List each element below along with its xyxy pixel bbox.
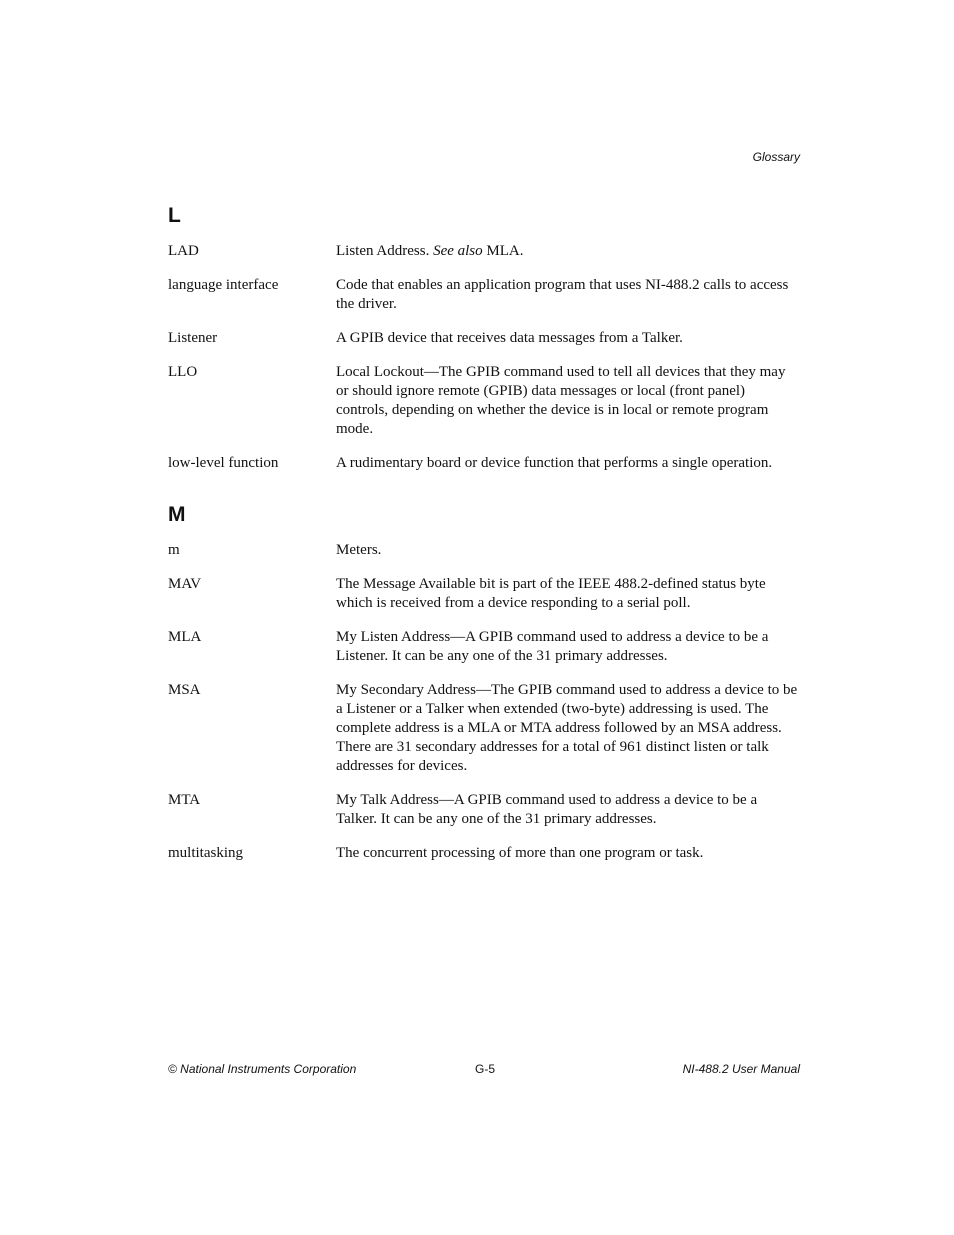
definition-text: A rudimentary board or device function that performs a single operation. [336,455,773,471]
glossary-entry [168,628,800,666]
glossary-definition [336,681,800,776]
definition-text: Listen Address. [336,243,434,259]
glossary-definition [336,454,800,473]
section-letter-m: M [168,503,186,526]
glossary-definition [336,329,800,348]
definition-text: Local Lockout—The GPIB command used to tell all devices that they may or should ignore remote (GPIB) data messages or local (front panel) controls, depending on whether the device is in local or remote program mode. [336,364,786,437]
glossary-term: low-level function [168,455,279,471]
definition-text: MLA. [482,243,524,259]
footer-manual-title: NI-488.2 User Manual [682,1062,800,1076]
definition-text: My Listen Address—A GPIB command used to address a device to be a Listener. It can be any one of the 31 primary addresses. [336,629,769,664]
glossary-term: m [168,542,180,558]
footer-copyright: © National Instruments Corporation [168,1062,357,1076]
glossary-term: LLO [168,364,198,380]
glossary-entry [168,541,800,560]
glossary-definition [336,541,800,560]
glossary-term: language interface [168,277,279,293]
glossary-content [168,204,800,878]
glossary-entry [168,575,800,613]
glossary-definition [336,628,800,666]
running-header: Glossary [752,150,800,164]
glossary-definition [336,363,800,439]
definition-text: The Message Available bit is part of the IEEE 488.2-defined status byte which is received from a device responding to a serial poll. [336,576,766,611]
definition-text: Meters. [336,542,382,558]
glossary-entry [168,454,800,473]
glossary-entry [168,844,800,863]
glossary-entry [168,242,800,261]
definition-text: Code that enables an application program that uses NI-488.2 calls to access the driver. [336,277,789,312]
glossary-entry [168,363,800,439]
glossary-term: LAD [168,243,199,259]
glossary-term: MAV [168,576,202,592]
section-letter-l: L [168,204,181,227]
glossary-entry [168,276,800,314]
glossary-definition [336,575,800,613]
footer-page-number: G-5 [475,1062,496,1076]
glossary-definition [336,276,800,314]
glossary-entry [168,329,800,348]
glossary-definition [336,844,800,863]
glossary-entry [168,791,800,829]
glossary-term: MTA [168,792,201,808]
glossary-definition [336,791,800,829]
definition-text: My Talk Address—A GPIB command used to address a device to be a Talker. It can be any one of the 31 primary addresses. [336,792,758,827]
definition-emphasis: See also [433,243,483,259]
definition-text: A GPIB device that receives data messages from a Talker. [336,330,683,346]
definition-text: My Secondary Address—The GPIB command used to address a device to be a Listener or a Talker when extended (two-byte) addressing is used. The complete address is a MLA or MTA address followed by an MSA address. There are 31 secondary addresses for a total of 961 distinct listen or talk addresses for devices. [336,682,798,774]
glossary-definition [336,242,800,261]
glossary-term: MSA [168,682,201,698]
glossary-entry [168,681,800,776]
glossary-term: Listener [168,330,218,346]
glossary-term: multitasking [168,845,243,861]
definition-text: The concurrent processing of more than one program or task. [336,845,704,861]
glossary-term: MLA [168,629,202,645]
